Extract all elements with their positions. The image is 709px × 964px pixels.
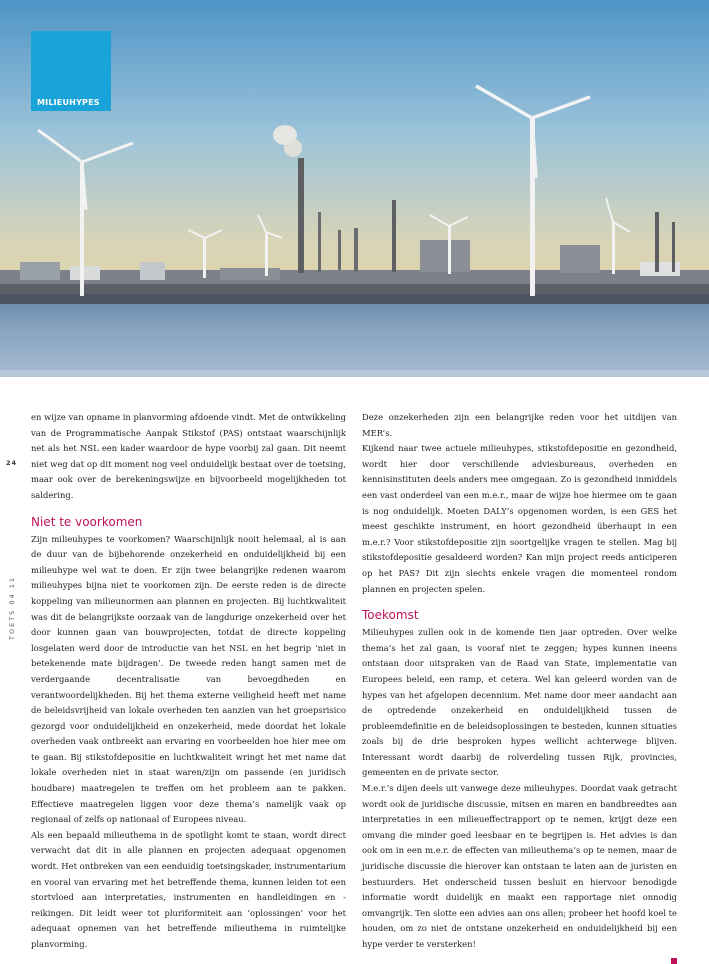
paragraph: Als een bepaald milieuthema in de spotlight komt te staan, wordt direct verwacht dat dit in alle plannen en projecten adequaat opgenomen wordt. Het ontbreken van een eenduidig toetsingskader, instrumentarium en vooral van ervaring met het betreffende thema, kunnen leiden tot een stortvloed aan interpretaties, instrumenten en handleidingen en -reikingen. Dit leidt weer tot pluriformiteit aan ‘oplossingen’ voor het adequaat opnemen van het betreffende milieuthema in ruimtelijke planvorming.: [31, 829, 346, 949]
paragraph: Deze onzekerheden zijn een belangrijke reden voor het uitdijen van MER’s.: [362, 412, 677, 438]
paragraph: Zijn milieuhypes te voorkomen? Waarschijnlijk nooit helemaal, al is aan de duur van de bijbehorende onzekerheid en onduidelijkheid bij een milieuhype wel wat te doen. Er zijn twee belangrijke redenen waarom milieuhypes bijna niet te voorkomen zijn. De eerste reden is de directe koppeling van milieunormen aan plannen en projecten. Bij luchtkwaliteit was dit de belangrijkste oorzaak van de langdurige onzekerheid over het door kunnen gaan van bouwprojecten, totdat de directe koppeling losgelaten werd door de introductie van het NSL en het begrip ‘niet in betekenende mate bijdragen’. De tweede reden hangt samen met de verdergaande decentralisatie van bevoegdheden en verantwoordelijkheden. Bij het thema externe veiligheid heeft met name de beleidsvrijheid van lokale overheden ten aanzien van het groepsrisico gezorgd voor onduidelijkheid en onzekerheid, mede doordat het lokale overheden vaak ontbreekt aan ervaring en voorbeelden hoe hier mee om te gaan. Bij stikstofdepositie en luchtkwaliteit wringt het met name dat lokale overheden niet in staat waren/zijn om passende (en juridisch houdbare) maatregelen te treffen om het probleem aan te pakken. Effectieve maatregelen liggen voor deze thema’s namelijk vaak op regionaal of zelfs op nationaal of Europees niveau.: [31, 533, 346, 825]
section-heading: Toekomst: [362, 608, 419, 623]
paragraph: Kijkend naar twee actuele milieuhypes, stikstofdepositie en gezondheid, wordt hier door verschillende adviesbureaus, overheden en kennisinstituten deels anders mee omgegaan. Zo is gezondheid inmiddels een vast onderdeel van een m.e.r., maar de wijze hoe hiermee om te gaan is nog onduidelijk. Moeten DALY’s opgenomen worden, is een GES het meest geschikte instrument, en hoort gezondheid überhaupt in een m.e.r.? Voor stikstofdepositie zijn soortgelijke vragen te stellen. Mag bij stikstofdepositie gesaldeerd worden? Kan mijn project reeds anticiperen op het PAS? Dit zijn slechts enkele vragen die momenteel rondom plannen en projecten spelen.: [362, 443, 677, 594]
paragraph: Milieuhypes zullen ook in de komende tien jaar optreden. Over welke thema’s het zal gaan, is vooraf niet te zeggen; hypes kunnen ineens ontstaan door uitspraken van de Raad van State, implementatie van Europees beleid, een ramp, et cetera. Wel kan geleerd worden van de hypes van het afgelopen decennium. Met name door meer aandacht aan de optredende onzekerheid en onduidelijkheid tussen de probleemdefinitie en de beleidsoplossingen te besteden, kunnen situaties zoals bij de drie besproken hypes wellicht achterwege blijven. Interessant wordt daarbij de rolverdeling tussen Rijk, provincies, gemeenten en de private sector.: [362, 627, 677, 778]
section-badge: [31, 31, 111, 111]
paragraph: M.e.r.’s dijen deels uit vanwege deze milieuhypes. Doordat vaak getracht wordt ook de juridische discussie, mitsen en maren en bandbreedtes aan interpretaties in een milieueffectrapport op te nemen, krijgt deze een omvang die minder goed leesbaar en te begrijpen is. Het advies is dan ook om in een m.e.r. de effecten van milieuthema’s op te nemen, maar de juridische discussie die hierover kan ontstaan te laten aan de juristen en bestuurders. Het onderscheid tussen besluit en hiervoor benodigde informatie wordt duidelijk en maakt een rapportage niet onnodig omvangrijk. Ten slotte een advies aan ons allen; probeer het hoofd koel te houden, om zo niet de ontstane onzekerheid en onduidelijkheid bij een hype verder te versterken!: [362, 783, 677, 949]
left-column: [31, 410, 346, 953]
paragraph: en wijze van opname in planvorming afdoende vindt. Met de ontwikkeling van de Programmatische Aanpak Stikstof (PAS) ontstaat waarschijnlijk net als het NSL een kader waardoor de hype voorbij zal gaan. Dit neemt niet weg dat op dit moment nog veel onduidelijk bestaat over de toetsing, maar ook over de berekeningswijze en bijvoorbeeld mogelijkheden tot saldering.: [31, 412, 346, 500]
page-number: 24: [6, 459, 18, 467]
section-heading: Niet te voorkomen: [31, 514, 143, 529]
section-label: MILIEUHYPES: [37, 98, 100, 107]
end-mark: [671, 958, 677, 964]
right-column: [362, 410, 677, 964]
magazine-reference: TOETS 04 11: [8, 576, 16, 640]
